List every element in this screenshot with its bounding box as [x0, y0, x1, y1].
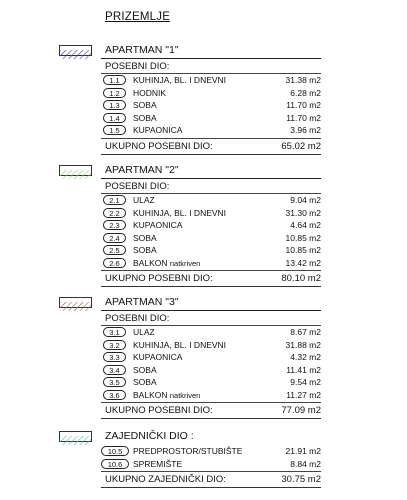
room-area: 4.64 m2: [290, 220, 321, 230]
room-row: [101, 351, 321, 364]
room-row: [101, 389, 321, 402]
total-label: UKUPNO POSEBNI DIO:: [105, 405, 213, 416]
room-area: 8.67 m2: [290, 327, 321, 337]
divider: [101, 58, 321, 59]
section-title: APARTMAN "3": [105, 296, 179, 308]
hatch-swatch-zajednicki: [59, 431, 92, 442]
room-number-badge: 2.4: [103, 233, 126, 243]
room-area: 9.04 m2: [290, 195, 321, 205]
room-area: 13.42 m2: [285, 257, 321, 268]
room-name: ULAZ: [133, 327, 155, 337]
room-row: [101, 194, 321, 207]
hatch-swatch-apartman-3: [59, 297, 92, 308]
room-name: KUHINJA, BL. I DNEVNI: [133, 339, 227, 350]
divider: [101, 402, 321, 403]
divider: [101, 487, 321, 488]
room-note: natkriven: [169, 258, 201, 268]
total-value: 65.02 m2: [281, 141, 321, 152]
room-row: [101, 207, 321, 220]
room-row: [101, 445, 321, 458]
room-number-badge: 1.5: [103, 125, 126, 135]
room-name: SOBA: [133, 377, 157, 387]
room-area: 31.88 m2: [285, 339, 321, 350]
room-name: SOBA: [133, 100, 157, 110]
total-value: 30.75 m2: [281, 474, 321, 485]
room-row: [101, 244, 321, 257]
room-area: 10.85 m2: [285, 232, 321, 243]
room-number-badge: 3.4: [103, 365, 126, 375]
section-subtitle: POSEBNI DIO:: [105, 313, 170, 324]
room-number-badge: 3.1: [103, 327, 126, 337]
room-row: [101, 112, 321, 125]
room-list: [101, 74, 321, 137]
room-number-badge: 10.5: [101, 446, 129, 456]
room-name: ULAZ: [133, 195, 155, 205]
divider: [101, 138, 321, 139]
room-name: KUPAONICA: [133, 125, 183, 135]
room-list: [101, 445, 321, 470]
room-row: [101, 326, 321, 339]
room-area: 11.70 m2: [286, 112, 321, 123]
room-row: [101, 232, 321, 245]
room-number-badge: 3.6: [103, 390, 126, 400]
room-name: KUPAONICA: [133, 352, 183, 362]
room-row: [101, 219, 321, 232]
room-area: 8.84 m2: [290, 458, 321, 469]
room-area: 31.38 m2: [285, 75, 321, 85]
room-number-badge: 2.5: [103, 245, 126, 255]
room-number-badge: 2.3: [103, 220, 126, 230]
total-label: UKUPNO POSEBNI DIO:: [105, 273, 213, 284]
room-area: 9.54 m2: [290, 377, 321, 387]
room-number-badge: 3.3: [103, 352, 126, 362]
total-row: [101, 141, 321, 153]
room-number-badge: 3.5: [103, 377, 126, 387]
divider: [101, 270, 321, 271]
divider: [101, 154, 321, 155]
room-area: 4.32 m2: [290, 352, 321, 362]
room-row: [101, 257, 321, 270]
room-row: [101, 376, 321, 389]
room-name: PREDPROSTOR/STUBIŠTE: [133, 446, 243, 456]
room-name: KUHINJA, BL. I DNEVNI: [133, 75, 227, 85]
room-number-badge: 1.3: [103, 100, 126, 110]
divider: [101, 310, 321, 311]
room-number-badge: 2.2: [103, 208, 126, 218]
room-area: 6.28 m2: [290, 87, 321, 98]
total-row: [101, 405, 321, 417]
room-number-badge: 10.6: [101, 459, 129, 469]
room-name: SOBA: [133, 364, 157, 375]
room-list: [101, 194, 321, 269]
total-label: UKUPNO ZAJEDNIČKI DIO:: [105, 474, 226, 485]
room-row: [101, 124, 321, 137]
room-name: KUPAONICA: [133, 220, 183, 230]
room-name-with-note: [133, 258, 200, 268]
room-name: SPREMIŠTE: [133, 458, 183, 469]
room-row: [101, 99, 321, 112]
total-row: [101, 273, 321, 285]
room-row: [101, 87, 321, 100]
total-value: 77.09 m2: [281, 405, 321, 416]
section-subtitle: POSEBNI DIO:: [105, 181, 170, 192]
room-area: 11.27 m2: [286, 389, 321, 400]
room-name: SOBA: [133, 232, 157, 243]
room-name: BALKON: [133, 257, 168, 268]
room-number-badge: 1.2: [103, 88, 126, 98]
divider: [101, 418, 321, 419]
room-row: [101, 74, 321, 87]
divider: [101, 178, 321, 179]
room-number-badge: 3.2: [103, 340, 126, 350]
room-row: [101, 364, 321, 377]
section-subtitle: POSEBNI DIO:: [105, 61, 170, 72]
room-area: 3.96 m2: [290, 125, 321, 135]
room-name: KUHINJA, BL. I DNEVNI: [133, 207, 227, 218]
divider: [101, 471, 321, 472]
room-number-badge: 1.1: [103, 75, 126, 85]
total-label: UKUPNO POSEBNI DIO:: [105, 141, 213, 152]
room-name: SOBA: [133, 112, 157, 123]
section-title: APARTMAN "2": [105, 164, 179, 176]
total-row: [101, 474, 321, 486]
room-row: [101, 458, 321, 471]
room-note: natkriven: [169, 390, 201, 400]
room-name: BALKON: [133, 389, 168, 400]
room-area: 11.41 m2: [286, 364, 321, 375]
room-name-with-note: [133, 390, 200, 400]
page-title: PRIZEMLJE: [105, 11, 171, 23]
room-area: 11.70 m2: [286, 100, 321, 110]
section-title: APARTMAN "1": [105, 44, 179, 56]
room-list: [101, 326, 321, 401]
room-number-badge: 2.6: [103, 258, 126, 268]
room-area: 21.91 m2: [285, 446, 321, 456]
divider: [101, 286, 321, 287]
total-value: 80.10 m2: [281, 273, 321, 284]
room-row: [101, 339, 321, 352]
room-number-badge: 2.1: [103, 195, 126, 205]
hatch-swatch-apartman-1: [59, 45, 92, 56]
room-number-badge: 1.4: [103, 113, 126, 123]
room-area: 10.85 m2: [285, 245, 321, 255]
room-name: HODNIK: [133, 87, 167, 98]
hatch-swatch-apartman-2: [59, 165, 92, 176]
room-area: 31.30 m2: [285, 207, 321, 218]
section-title: ZAJEDNIČKI DIO :: [105, 430, 194, 442]
room-name: SOBA: [133, 245, 157, 255]
